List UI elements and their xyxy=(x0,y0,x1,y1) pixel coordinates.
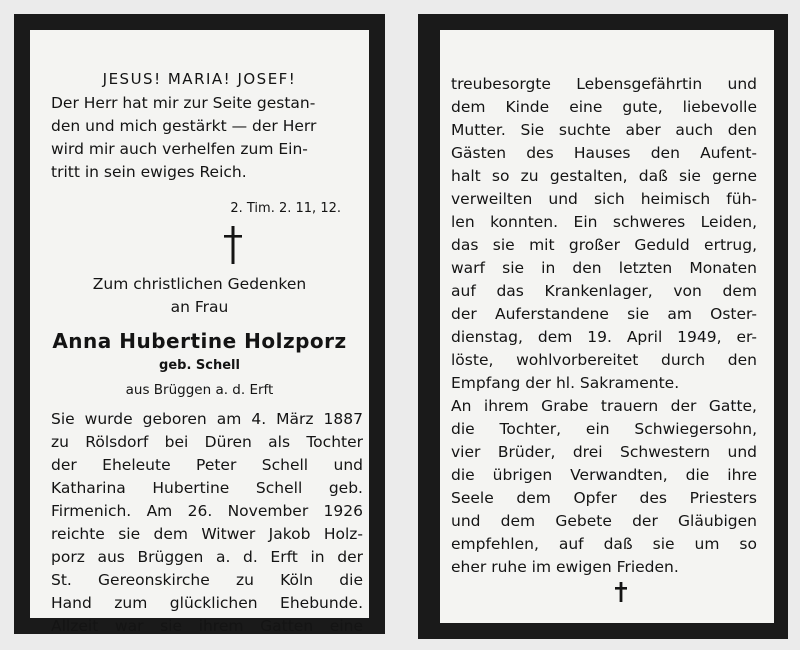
text-line: vier Brüder, drei Schwestern und xyxy=(451,443,757,461)
maiden-name: geb. Schell xyxy=(159,358,240,373)
text-line: Seele dem Opfer des Priesters xyxy=(451,489,757,507)
text-line: löste, wohlvorbereitet durch den xyxy=(451,351,757,369)
cross-icon xyxy=(221,226,245,264)
bio-line: porz aus Brüggen a. d. Erft in der xyxy=(51,548,363,566)
bio-line: Firmenich. Am 26. November 1926 xyxy=(51,502,363,520)
text-line: Mutter. Sie suchte aber auch den xyxy=(451,121,757,139)
bio-line: zu Rölsdorf bei Düren als Tochter xyxy=(51,433,363,451)
memorial-line: an Frau xyxy=(170,298,229,316)
bio-line: St. Gereonskirche zu Köln die xyxy=(51,571,363,589)
text-line: empfehlen, auf daß sie um so xyxy=(451,535,757,553)
small-cross-icon xyxy=(614,582,628,602)
text-line: verweilten und sich heimisch füh- xyxy=(451,190,757,208)
bio-line: Hand zum glücklichen Ehebunde. xyxy=(51,594,363,612)
text-line: und dem Gebete der Gläubigen xyxy=(451,512,757,530)
text-line: die übrigen Verwandten, die ihre xyxy=(451,466,757,484)
text-line: halt so zu gestalten, daß sie gerne xyxy=(451,167,757,185)
bio-line: Sie wurde geboren am 4. März 1887 xyxy=(51,410,363,428)
text-line: das sie mit großer Geduld ertrug, xyxy=(451,236,757,254)
right-card-body xyxy=(440,30,774,623)
text-line: dienstag, dem 19. April 1949, er- xyxy=(451,328,757,346)
memorial-line: Zum christlichen Gedenken xyxy=(92,275,307,293)
text-line: treubesorgte Lebensgefährtin und xyxy=(451,75,757,93)
text-line: die Tochter, ein Schwiegersohn, xyxy=(451,420,757,438)
heading: JESUS! MARIA! JOSEF! xyxy=(102,70,297,88)
right-card xyxy=(418,14,788,639)
quote-line: den und mich gestärkt — der Herr xyxy=(51,117,317,135)
left-card-body xyxy=(30,30,369,635)
quote-line: wird mir auch verhelfen zum Ein- xyxy=(51,140,308,158)
bio-line: reichte sie dem Witwer Jakob Holz- xyxy=(51,525,363,543)
text-line: len konnten. Ein schweres Leiden, xyxy=(451,213,757,231)
quote-line: Der Herr hat mir zur Seite gestan- xyxy=(51,94,316,112)
bio-line: Allzeit war sie ihrem Gatten eine xyxy=(51,617,363,635)
bio-line: Katharina Hubertine Schell geb. xyxy=(51,479,363,497)
left-card xyxy=(14,14,385,634)
bio-line: der Eheleute Peter Schell und xyxy=(51,456,363,474)
text-line: der Auferstandene sie am Oster- xyxy=(451,305,757,323)
quote-line: tritt in sein ewiges Reich. xyxy=(51,163,247,181)
text-line: An ihrem Grabe trauern der Gatte, xyxy=(451,397,757,415)
text-line: dem Kinde eine gute, liebevolle xyxy=(451,98,757,116)
quote-reference: 2. Tim. 2. 11, 12. xyxy=(230,201,341,216)
text-line: warf sie in den letzten Monaten xyxy=(451,259,757,277)
text-line: Empfang der hl. Sakramente. xyxy=(451,374,680,392)
text-line: Gästen des Hauses den Aufent- xyxy=(451,144,757,162)
deceased-name: Anna Hubertine Holzporz xyxy=(52,329,347,353)
text-line: auf das Krankenlager, von dem xyxy=(451,282,757,300)
origin: aus Brüggen a. d. Erft xyxy=(125,382,274,398)
text-line: eher ruhe im ewigen Frieden. xyxy=(451,558,679,576)
